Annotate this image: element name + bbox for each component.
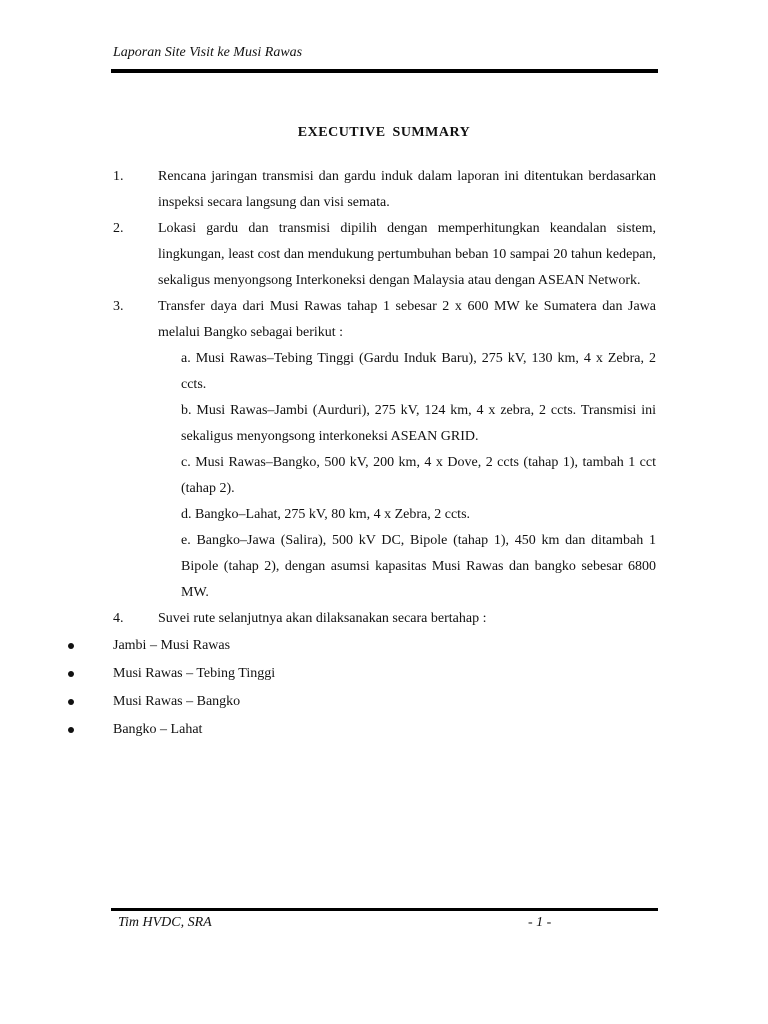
bullet-item [0,632,768,660]
bullet-icon [68,727,74,733]
bullet-text: Musi Rawas – Tebing Tinggi [113,666,276,681]
sub-item-e [0,528,656,606]
sub-item-text: a. Musi Rawas–Tebing Tinggi (Gardu Induk Baru), 275 kV, 130 km, 4 x Zebra, 2 ccts. [181,351,656,392]
header-rule [111,69,658,73]
bullet-text: Jambi – Musi Rawas [113,638,231,653]
sub-item-a [0,346,656,398]
bullet-item [0,716,768,744]
page-number: - 1 - [528,915,552,930]
list-number: 4. [113,611,124,626]
sub-item-text: e. Bangko–Jawa (Salira), 500 kV DC, Bipole (tahap 1), 450 km dan ditambah 1 Bipole (tahap 2), dengan asumsi kapasitas Musi Rawas dan bangko sebesar 6800 MW. [181,533,656,600]
bullet-text: Musi Rawas – Bangko [113,694,241,709]
list-item-1 [0,164,656,216]
bullet-item [0,660,768,688]
bullet-icon [68,699,74,705]
bullet-icon [68,643,74,649]
bullet-icon [68,671,74,677]
page-header: Laporan Site Visit ke Musi Rawas [113,45,303,60]
list-item-2 [0,216,656,294]
list-number: 1. [113,169,124,184]
sub-item-text: b. Musi Rawas–Jambi (Aurduri), 275 kV, 124 km, 4 x zebra, 2 ccts. Transmisi ini sekaligus menyongsong interkoneksi ASEAN GRID. [181,403,656,444]
list-item-4 [0,606,656,632]
document-body [0,164,768,744]
footer-author: Tim HVDC, SRA [118,915,212,930]
page-title: EXECUTIVE SUMMARY [297,125,471,140]
list-text: Lokasi gardu dan transmisi dipilih dengan memperhitungkan keandalan sistem, lingkungan, least cost dan mendukung pertumbuhan beban 10 sampai 20 tahun kedepan, sekaligus menyongsong Interkoneksi dengan Malaysia atau dengan ASEAN Network. [158,221,656,288]
sub-item-text: d. Bangko–Lahat, 275 kV, 80 km, 4 x Zebra, 2 ccts. [181,507,471,522]
bullet-item [0,688,768,716]
sub-item-b [0,398,656,450]
list-number: 2. [113,221,124,236]
list-item-3 [0,294,656,346]
sub-item-text: c. Musi Rawas–Bangko, 500 kV, 200 km, 4 x Dove, 2 ccts (tahap 1), tambah 1 cct (tahap 2). [181,455,656,496]
bullet-text: Bangko – Lahat [113,722,203,737]
sub-item-c [0,450,656,502]
footer-rule [111,908,658,911]
list-text: Rencana jaringan transmisi dan gardu induk dalam laporan ini ditentukan berdasarkan inspeksi secara langsung dan visi semata. [158,169,656,210]
sub-item-d [0,502,656,528]
list-text: Suvei rute selanjutnya akan dilaksanakan secara bertahap : [158,611,487,626]
list-text: Transfer daya dari Musi Rawas tahap 1 sebesar 2 x 600 MW ke Sumatera dan Jawa melalui Bangko sebagai berikut : [158,299,656,340]
list-number: 3. [113,299,124,314]
